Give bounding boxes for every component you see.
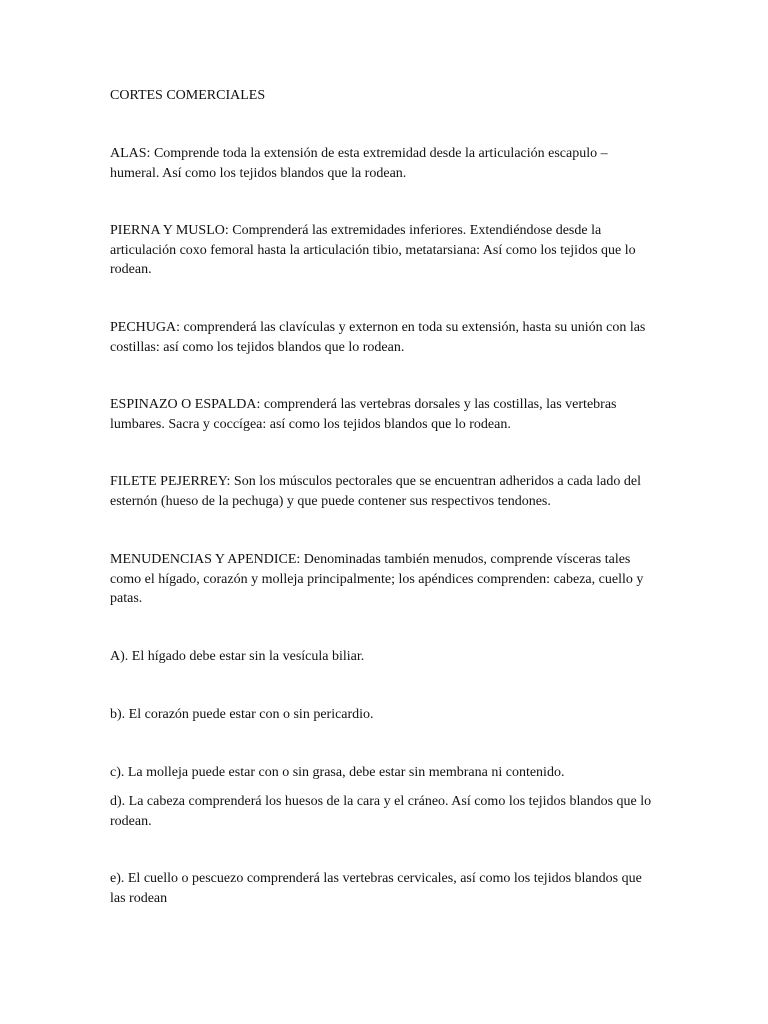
paragraph-filete: FILETE PEJERREY: Son los músculos pectorales que se encuentran adheridos a cada lado del esternón (hueso de la pechuga) y que puede contener sus respectivos tendones. [110,474,641,509]
paragraph-alas: ALAS: Comprende toda la extensión de esta extremidad desde la articulación escapulo – humeral. Así como los tejidos blandos que la rodean. [110,146,608,181]
list-item-b: b). El corazón puede estar con o sin pericardio. [110,707,374,722]
list-item-c: c). La molleja puede estar con o sin grasa, debe estar sin membrana ni contenido. [110,765,565,780]
paragraph-menudencias: MENUDENCIAS Y APENDICE: Denominadas también menudos, comprende vísceras tales como el hígado, corazón y molleja principalmente; los apéndices comprenden: cabeza, cuello y patas. [110,552,644,606]
paragraph-espinazo: ESPINAZO O ESPALDA: comprenderá las vertebras dorsales y las costillas, las vertebras lumbares. Sacra y coccígea: así como los tejidos blandos que lo rodean. [110,397,617,432]
list-item-e: e). El cuello o pescuezo comprenderá las vertebras cervicales, así como los tejidos blandos que las rodean [110,871,642,906]
list-item-a: A). El hígado debe estar sin la vesícula biliar. [110,649,365,664]
document-title: CORTES COMERCIALES [110,88,266,103]
paragraph-pierna-muslo: PIERNA Y MUSLO: Comprenderá las extremidades inferiores. Extendiéndose desde la articulación coxo femoral hasta la articulación tibio, metatarsiana: Así como los tejidos que lo rodean. [110,223,636,277]
list-item-d: d). La cabeza comprenderá los huesos de la cara y el cráneo. Así como los tejidos blandos que lo rodean. [110,794,652,829]
paragraph-pechuga: PECHUGA: comprenderá las clavículas y externon en toda su extensión, hasta su unión con las costillas: así como los tejidos blandos que lo rodean. [110,320,646,355]
